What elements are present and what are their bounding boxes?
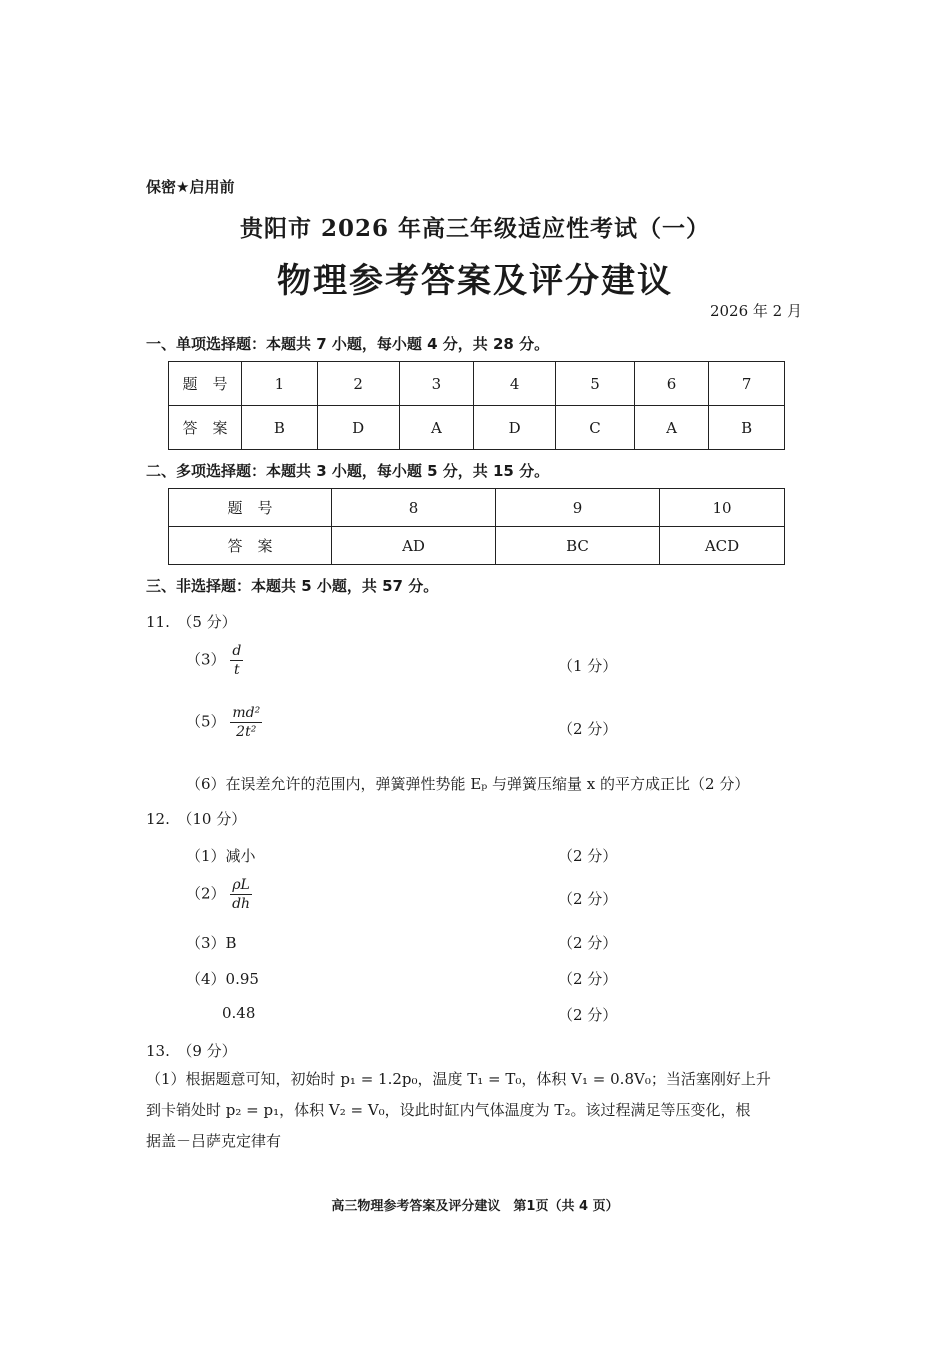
table-row [169, 362, 785, 406]
table-header-cell: 题 号 [169, 362, 242, 406]
fraction-denominator: t [233, 662, 240, 678]
fraction [230, 705, 262, 740]
table-cell: D [474, 406, 556, 450]
confidential-mark: 保密★启用前 [146, 178, 235, 196]
q11-part3-score: （1 分） [558, 657, 618, 675]
doc-subtitle: 物理参考答案及评分建议 [277, 261, 673, 301]
q13-line: 到卡销处时 p₂ = p₁，体积 V₂ = V₀，设此时缸内气体温度为 T₂。该过程满足等压变化，根 [146, 1101, 751, 1119]
q12-part1: （1）减小 [186, 847, 256, 865]
table-cell: 2 [317, 362, 399, 406]
q12-part4-second: 0.48 [222, 1004, 256, 1022]
table-header-cell: 题 号 [169, 489, 332, 527]
section1-heading: 一、单项选择题：本题共 7 小题，每小题 4 分，共 28 分。 [146, 335, 550, 353]
table-cell: D [317, 406, 399, 450]
q11-part3-label: （3） [186, 650, 226, 669]
table-row [169, 527, 785, 565]
q11-label: 11. （5 分） [146, 613, 237, 631]
q12-part3-score: （2 分） [558, 934, 618, 952]
table-cell: 6 [634, 362, 709, 406]
table-cell: 7 [709, 362, 785, 406]
q12-part2-score: （2 分） [558, 890, 618, 908]
q12-label: 12. （10 分） [146, 810, 247, 828]
section2-heading: 二、多项选择题：本题共 3 小题，每小题 5 分，共 15 分。 [146, 462, 550, 480]
table-header-cell: 答 案 [169, 527, 332, 565]
fraction-denominator: dh [232, 896, 251, 912]
q13-solution [146, 1064, 806, 1157]
table-cell: C [556, 406, 635, 450]
table-cell: ACD [660, 527, 785, 565]
table-header-cell: 答 案 [169, 406, 242, 450]
table-row [169, 406, 785, 450]
q12-part3: （3）B [186, 934, 237, 952]
q12-part2 [186, 877, 252, 912]
fraction-numerator: ρL [232, 877, 250, 893]
exam-title: 贵阳市 2026 年高三年级适应性考试（一） [239, 215, 711, 242]
table-cell: 1 [242, 362, 318, 406]
q11-part5 [186, 705, 262, 740]
q12-part4-second-score: （2 分） [558, 1006, 618, 1024]
table-cell: BC [496, 527, 660, 565]
table-cell: 3 [399, 362, 474, 406]
table-cell: A [634, 406, 709, 450]
fraction-denominator: 2t² [236, 724, 257, 740]
exam-date: 2026 年 2 月 [709, 302, 802, 320]
q12-part4: （4）0.95 [186, 970, 259, 988]
fraction [230, 643, 243, 678]
q11-part6: （6）在误差允许的范围内，弹簧弹性势能 Eₚ 与弹簧压缩量 x 的平方成正比（2 分） [186, 775, 750, 793]
table-cell: AD [332, 527, 496, 565]
fraction-numerator: d [232, 643, 242, 659]
table-cell: 10 [660, 489, 785, 527]
section3-heading: 三、非选择题：本题共 5 小题，共 57 分。 [146, 577, 439, 595]
q11-part5-label: （5） [186, 712, 226, 731]
q12-part2-label: （2） [186, 884, 226, 903]
q13-line: 据盖－吕萨克定律有 [146, 1132, 282, 1150]
single-choice-table [168, 361, 785, 450]
table-cell: B [709, 406, 785, 450]
table-cell: 5 [556, 362, 635, 406]
q13-label: 13. （9 分） [146, 1042, 237, 1060]
q13-line: （1）根据题意可知，初始时 p₁ = 1.2p₀，温度 T₁ = T₀，体积 V₁ = 0.8V₀；当活塞刚好上升 [146, 1070, 771, 1088]
table-cell: B [242, 406, 318, 450]
table-cell: 8 [332, 489, 496, 527]
q12-part4-score: （2 分） [558, 970, 618, 988]
q11-part3 [186, 643, 243, 678]
fraction-numerator: md² [232, 705, 261, 721]
q12-part1-score: （2 分） [558, 847, 618, 865]
table-row [169, 489, 785, 527]
table-cell: A [399, 406, 474, 450]
table-cell: 4 [474, 362, 556, 406]
q11-part5-score: （2 分） [558, 720, 618, 738]
table-cell: 9 [496, 489, 660, 527]
fraction [230, 877, 252, 912]
page-footer: 高三物理参考答案及评分建议 第1页（共 4 页） [331, 1199, 619, 1214]
multi-choice-table [168, 488, 785, 565]
